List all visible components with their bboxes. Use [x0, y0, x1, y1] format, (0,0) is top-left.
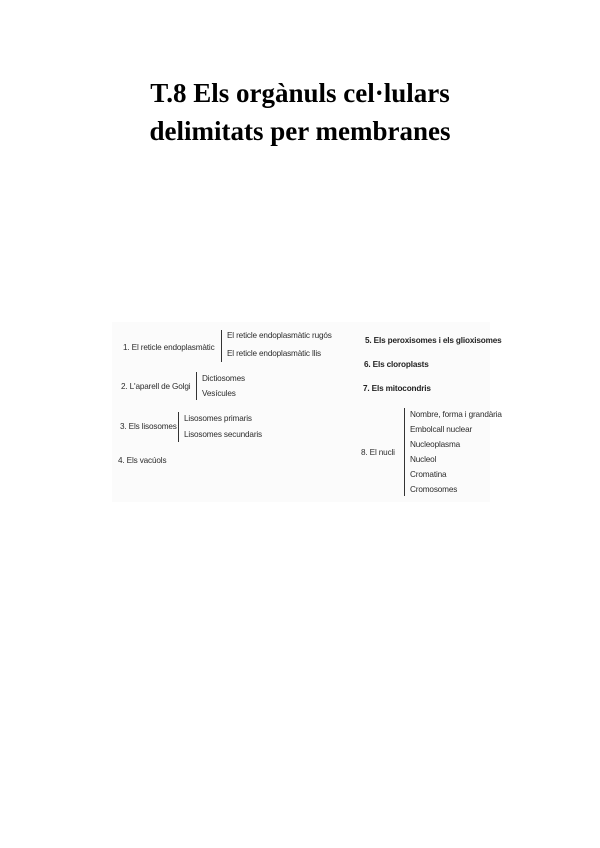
page-title — [0, 74, 600, 150]
scheme-subitem-vesicules: Vesícules — [202, 389, 236, 398]
scheme-subitem-lisosomes-primaris: Lisosomes primaris — [184, 414, 252, 423]
scheme-subitem-nucleoplasma: Nucleoplasma — [410, 440, 461, 449]
scheme-subitem-nucleol: Nucleol — [410, 455, 437, 464]
organelles-scheme-image — [112, 322, 502, 502]
scheme-subitem-cromatina: Cromatina — [410, 470, 447, 479]
scheme-subitem-cromosomes: Cromosomes — [410, 485, 458, 494]
scheme-subitem-lisosomes-secundaris: Lisosomes secundaris — [184, 430, 263, 439]
title-line-2: delimitats per membranes — [149, 116, 451, 146]
title-line-1: T.8 Els orgànuls cel·lulars — [150, 78, 450, 108]
brace-golgi — [196, 372, 197, 400]
scheme-subitem-dictiosomes: Dictiosomes — [202, 374, 245, 383]
scheme-item-nucli: 8. El nucli — [361, 448, 395, 457]
brace-lisosomes — [178, 412, 179, 442]
scheme-item-golgi: 2. L'aparell de Golgi — [121, 382, 191, 391]
scheme-item-lisosomes: 3. Els lisosomes — [120, 422, 177, 431]
brace-reticle — [221, 330, 222, 362]
scheme-subitem-reticle-rugos: El reticle endoplasmàtic rugós — [227, 331, 332, 340]
brace-nucli — [404, 408, 405, 496]
scheme-subitem-embolcall: Embolcall nuclear — [410, 425, 473, 434]
scheme-subitem-reticle-llis: El reticle endoplasmàtic llis — [227, 349, 321, 358]
scheme-item-vacuols: 4. Els vacúols — [118, 456, 167, 465]
scheme-item-peroxisomes: 5. Els peroxisomes i els glioxisomes — [365, 336, 502, 345]
scheme-item-mitocondris: 7. Els mitocondris — [363, 384, 431, 393]
scheme-item-reticle: 1. El reticle endoplasmàtic — [123, 343, 215, 352]
scheme-item-cloroplasts: 6. Els cloroplasts — [364, 360, 429, 369]
scheme-subitem-nombre-forma: Nombre, forma i grandària — [410, 410, 502, 419]
